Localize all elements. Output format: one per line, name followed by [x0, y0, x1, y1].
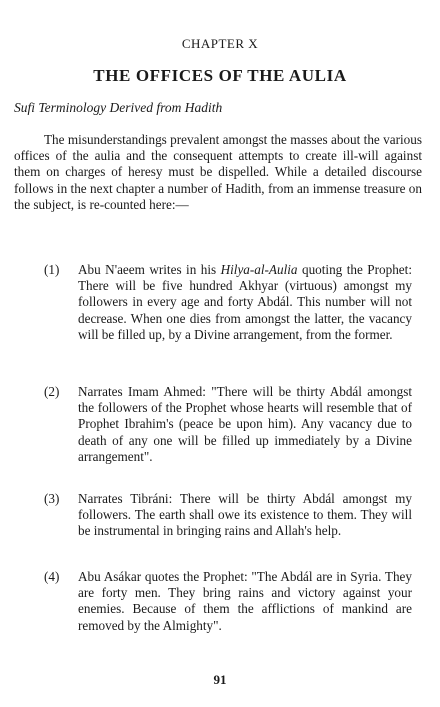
chapter-heading: CHAPTER X: [181, 36, 259, 51]
chapter-title: THE OFFICES OF THE AULIA: [93, 66, 347, 85]
item-number: (4): [44, 569, 60, 584]
hadith-item-4: [44, 569, 412, 634]
item-number: (2): [44, 384, 60, 399]
section-subtitle: Sufi Terminology Derived from Hadith: [14, 100, 223, 115]
item-text: Narrates Tibráni: There will be thirty Abdál amongst my followers. The earth shall owe its existence to them. They will be instrumental in bringing rains and Allah's help.: [78, 491, 412, 539]
hadith-item-1: [44, 262, 412, 343]
item-text: Abu N'aeem writes in his Hilya-al-Aulia quoting the Prophet: There will be five hundred Akhyar (virtuous) amongst my followers in every age and forty Abdál. This number will not decrease. When one dies from amongst the latter, the vacancy will be filled up, by a Divine arrangement, from the former.: [78, 262, 412, 342]
hadith-item-2: [44, 384, 412, 465]
intro-paragraph: The misunderstandings prevalent amongst the masses about the various offices of the aulia and the consequent attempts to create ill-will against them on charges of heresy must be dispelled. While a detailed discourse follows in the next chapter a number of Hadith, from an immense treasure on the subject, is re-counted here:—: [14, 132, 422, 212]
item-text: Narrates Imam Ahmed: "There will be thirty Abdál amongst the followers of the Prophet whose hearts will resemble that of Prophet Ibrahim's (peace be upon him). Any vacancy due to death of any one will be filled up immediately by a Divine arrangement".: [78, 384, 412, 464]
item-number: (1): [44, 262, 60, 277]
page-number: 91: [213, 672, 227, 687]
hadith-item-3: [44, 491, 412, 540]
item-number: (3): [44, 491, 60, 506]
book-title: Hilya-al-Aulia: [220, 262, 298, 277]
item-text: Abu Asákar quotes the Prophet: "The Abdál are in Syria. They are forty men. They bring rains and victory against your enemies. Because of them the afflictions of mankind are removed by the Almighty".: [78, 569, 412, 633]
